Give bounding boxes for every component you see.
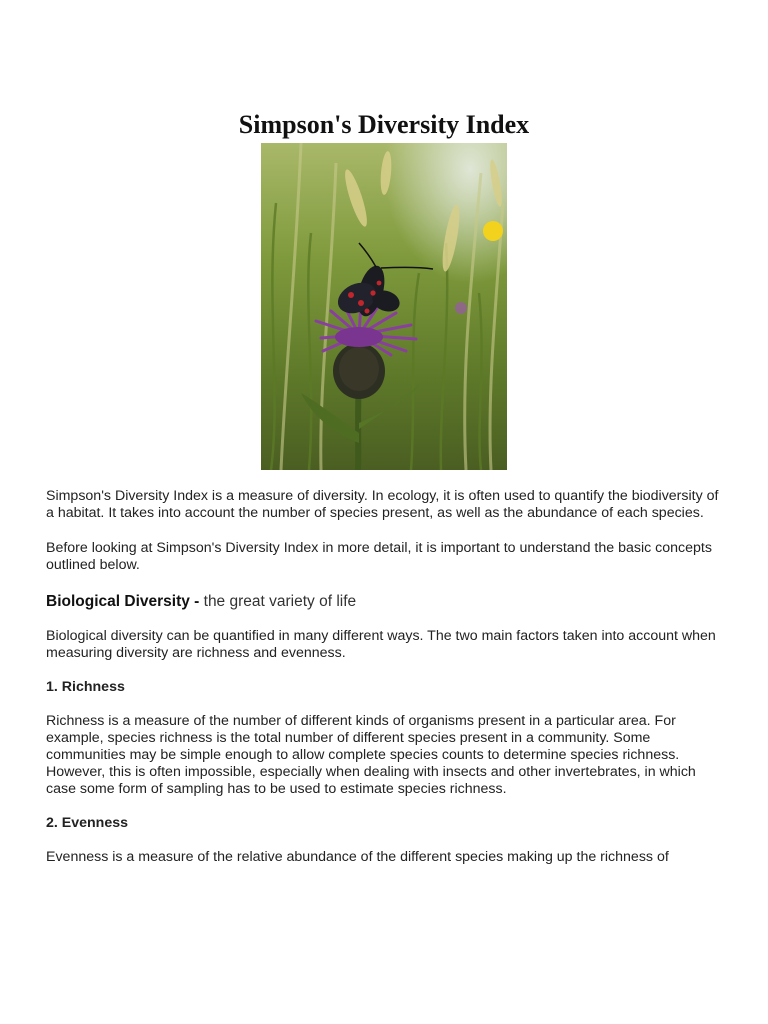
evenness-heading: 2. Evenness [46,815,129,831]
intro-paragraph: Simpson's Diversity Index is a measure of diversity. In ecology, it is often used to quantify the biodiversity of a habitat. It takes into account the number of species present, as well as the abundance of each species. [46,488,719,521]
article-body [46,488,726,866]
section-heading-rest: the great variety of life [199,593,357,610]
moth-on-flower-photo [261,143,507,470]
before-paragraph: Before looking at Simpson's Diversity Index in more detail, it is important to understand the basic concepts outlined below. [46,540,712,573]
section-heading-bold: Biological Diversity - [46,593,200,610]
page-title: Simpson's Diversity Index [238,110,530,140]
richness-paragraph: Richness is a measure of the number of different kinds of organisms present in a particular area. For example, species richness is the total number of different species present in a community. Some communities may be simple enough to allow complete species counts to determine species richness. However, this is often impossible, especially when dealing with insects and other invertebrates, in which case some form of sampling has to be used to estimate species richness. [46,713,696,797]
biological-diversity-paragraph: Biological diversity can be quantified in many different ways. The two main factors taken into account when measuring diversity are richness and evenness. [46,628,716,661]
evenness-paragraph: Evenness is a measure of the relative abundance of the different species making up the richness of [46,849,669,865]
section-heading-biological-diversity [46,592,726,612]
richness-heading: 1. Richness [46,679,125,695]
